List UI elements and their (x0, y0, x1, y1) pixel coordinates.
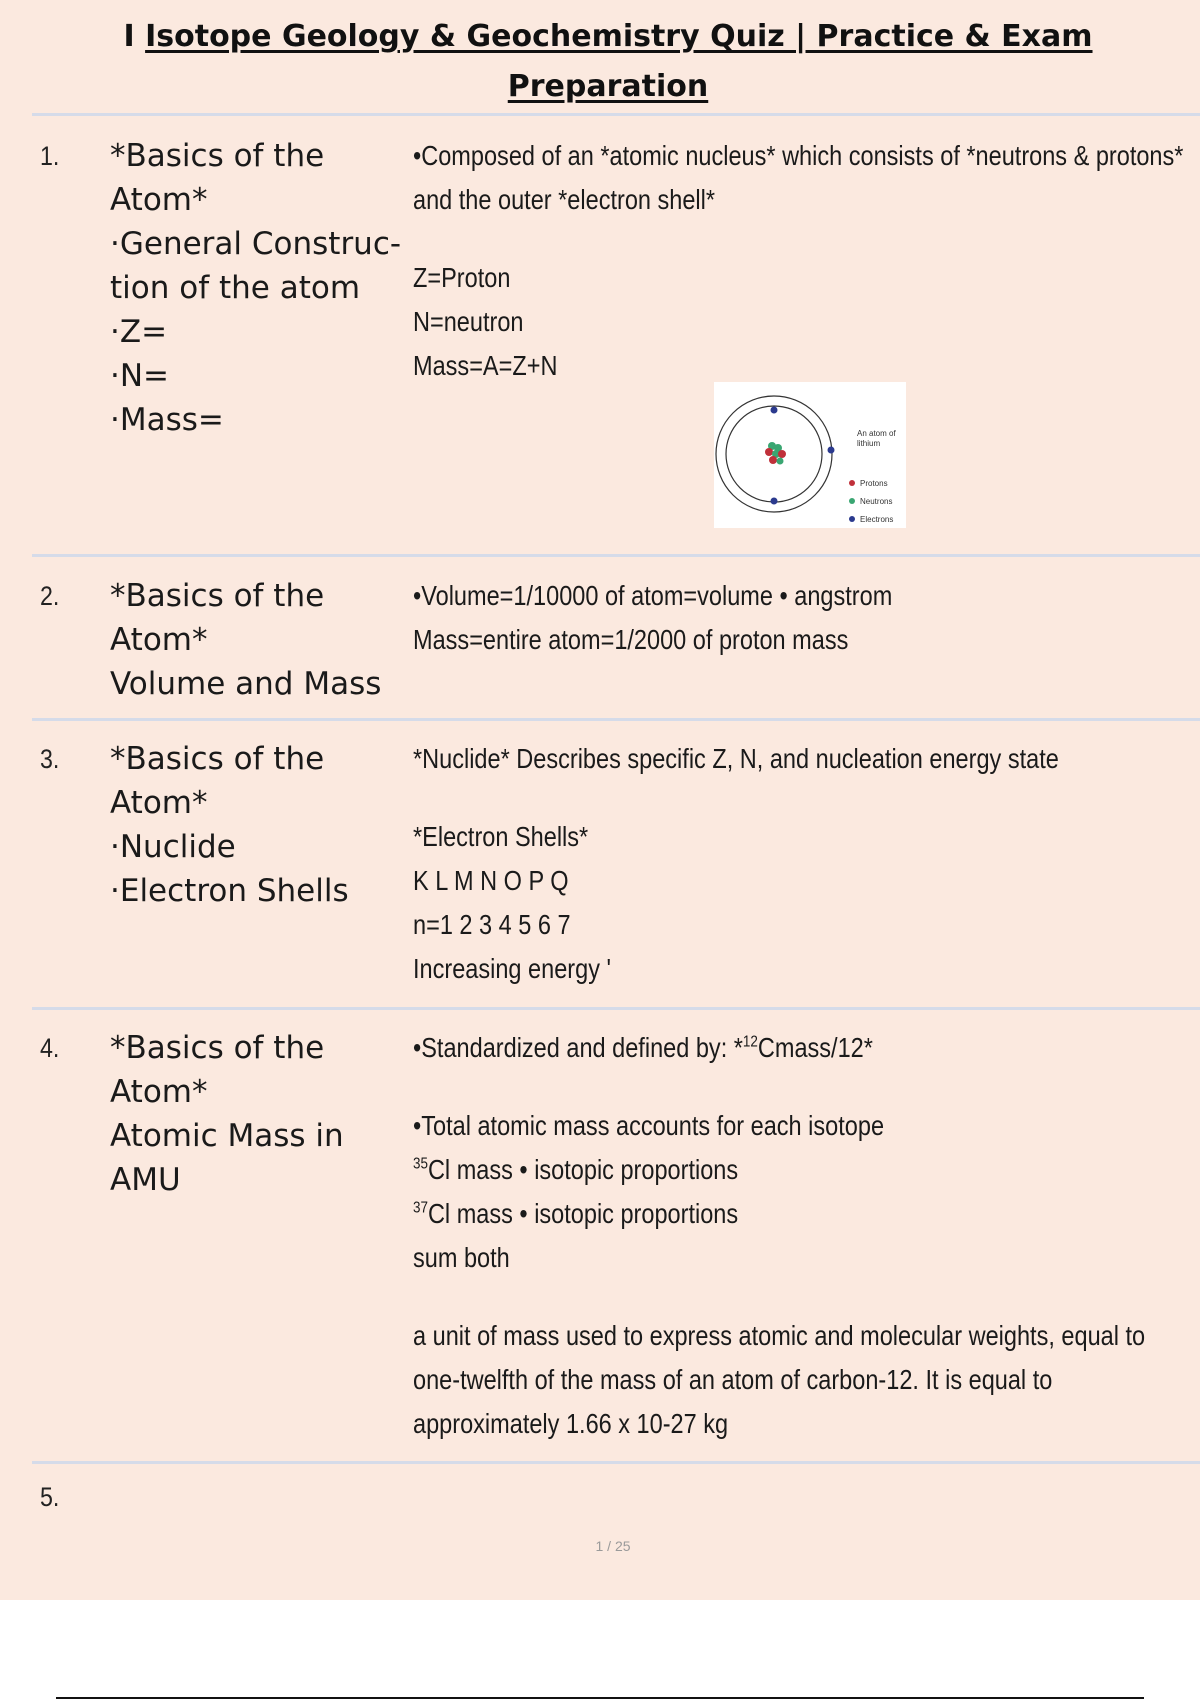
card-definition (413, 134, 1193, 388)
term-line: tion of the atom (110, 270, 361, 306)
definition-line: $^{37}$Cl mass • isotopic proportions (413, 1198, 739, 1229)
definition-line: •Total atomic mass accounts for each isotope (413, 1110, 885, 1141)
term-line: ·General Construc- (110, 226, 402, 262)
divider (32, 554, 1200, 557)
card-number: 1. (40, 141, 60, 171)
definition-line: *Electron Shells* (413, 821, 589, 852)
term-line: ·Nuclide (110, 829, 236, 865)
term-line: Volume and Mass (110, 666, 382, 702)
term-line: *Basics of the (110, 741, 325, 777)
card-definition (413, 574, 1193, 662)
legend-protons: Protons (860, 479, 888, 488)
card-definition (413, 1026, 1193, 1446)
definition-line: Mass=entire atom=1/2000 of proton mass (413, 624, 849, 655)
definition-line: Z=Proton (413, 262, 511, 293)
definition-line: N=neutron (413, 306, 524, 337)
definition-line: n=1 2 3 4 5 6 7 (413, 909, 571, 940)
legend-swatch-protons (849, 480, 855, 486)
legend-swatch-electrons (849, 516, 855, 522)
term-line: Atom* (110, 622, 208, 658)
title-line-2: Preparation (507, 69, 709, 104)
lithium-atom-diagram (714, 382, 906, 528)
title-prefix: I (123, 19, 146, 54)
card-number: 3. (40, 744, 60, 774)
electron (771, 407, 778, 414)
page-number: 1 / 25 (595, 1538, 631, 1554)
term-line: ·Mass= (110, 402, 224, 438)
card-number: 2. (40, 581, 60, 611)
term-line: Atom* (110, 182, 208, 218)
term-line: Atomic Mass in (110, 1118, 344, 1154)
definition-paragraph: a unit of mass used to express atomic and molecular weights, equal to one-twelfth of the mass of an atom of carbon-12. It is equal to approximately 1.66 x 10-27 kg (413, 1320, 1146, 1439)
term-line: Atom* (110, 1074, 208, 1110)
definition-line: •Standardized and defined by: *$^{12}$Cmass/12* (413, 1032, 873, 1063)
title-line-1: Isotope Geology & Geochemistry Quiz | Practice & Exam (145, 19, 1093, 54)
term-line: *Basics of the (110, 578, 325, 614)
definition-line: •Composed of an *atomic nucleus* which consists of *neutrons & protons* (413, 140, 1184, 171)
divider (32, 1007, 1200, 1010)
card-number: 5. (40, 1482, 60, 1512)
term-line: *Basics of the (110, 138, 325, 174)
term-line: Atom* (110, 785, 208, 821)
legend-swatch-neutrons (849, 498, 855, 504)
card-term (110, 134, 400, 442)
divider (32, 113, 1200, 116)
card-number: 4. (40, 1033, 60, 1063)
card-definition (413, 737, 1193, 991)
term-line: ·N= (110, 358, 170, 394)
figure-caption: An atom of lithium (857, 429, 896, 448)
definition-line: and the outer *electron shell* (413, 184, 716, 215)
card-term (110, 574, 400, 706)
divider (32, 718, 1200, 721)
footer-rule (56, 1697, 1144, 1699)
term-line: AMU (110, 1162, 181, 1198)
definition-line: Increasing energy ' (413, 953, 611, 984)
legend-neutrons: Neutrons (860, 497, 893, 506)
definition-line: Mass=A=Z+N (413, 350, 558, 381)
card-term (110, 737, 400, 913)
card-term (110, 1026, 400, 1202)
term-line: ·Z= (110, 314, 168, 350)
divider (32, 1461, 1200, 1464)
term-line: ·Electron Shells (110, 873, 349, 909)
atomic-nucleus (765, 442, 786, 465)
legend-electrons: Electrons (860, 515, 894, 524)
definition-line: sum both (413, 1242, 510, 1273)
electron (828, 447, 835, 454)
definition-line: •Volume=1/10000 of atom=volume • angstrom (413, 580, 893, 611)
electron (771, 498, 778, 505)
definition-line: $^{35}$Cl mass • isotopic proportions (413, 1154, 739, 1185)
term-line: *Basics of the (110, 1030, 325, 1066)
definition-line: K L M N O P Q (413, 865, 569, 896)
page-title (0, 12, 1200, 112)
definition-line: *Nuclide* Describes specific Z, N, and nucleation energy state (413, 743, 1059, 774)
